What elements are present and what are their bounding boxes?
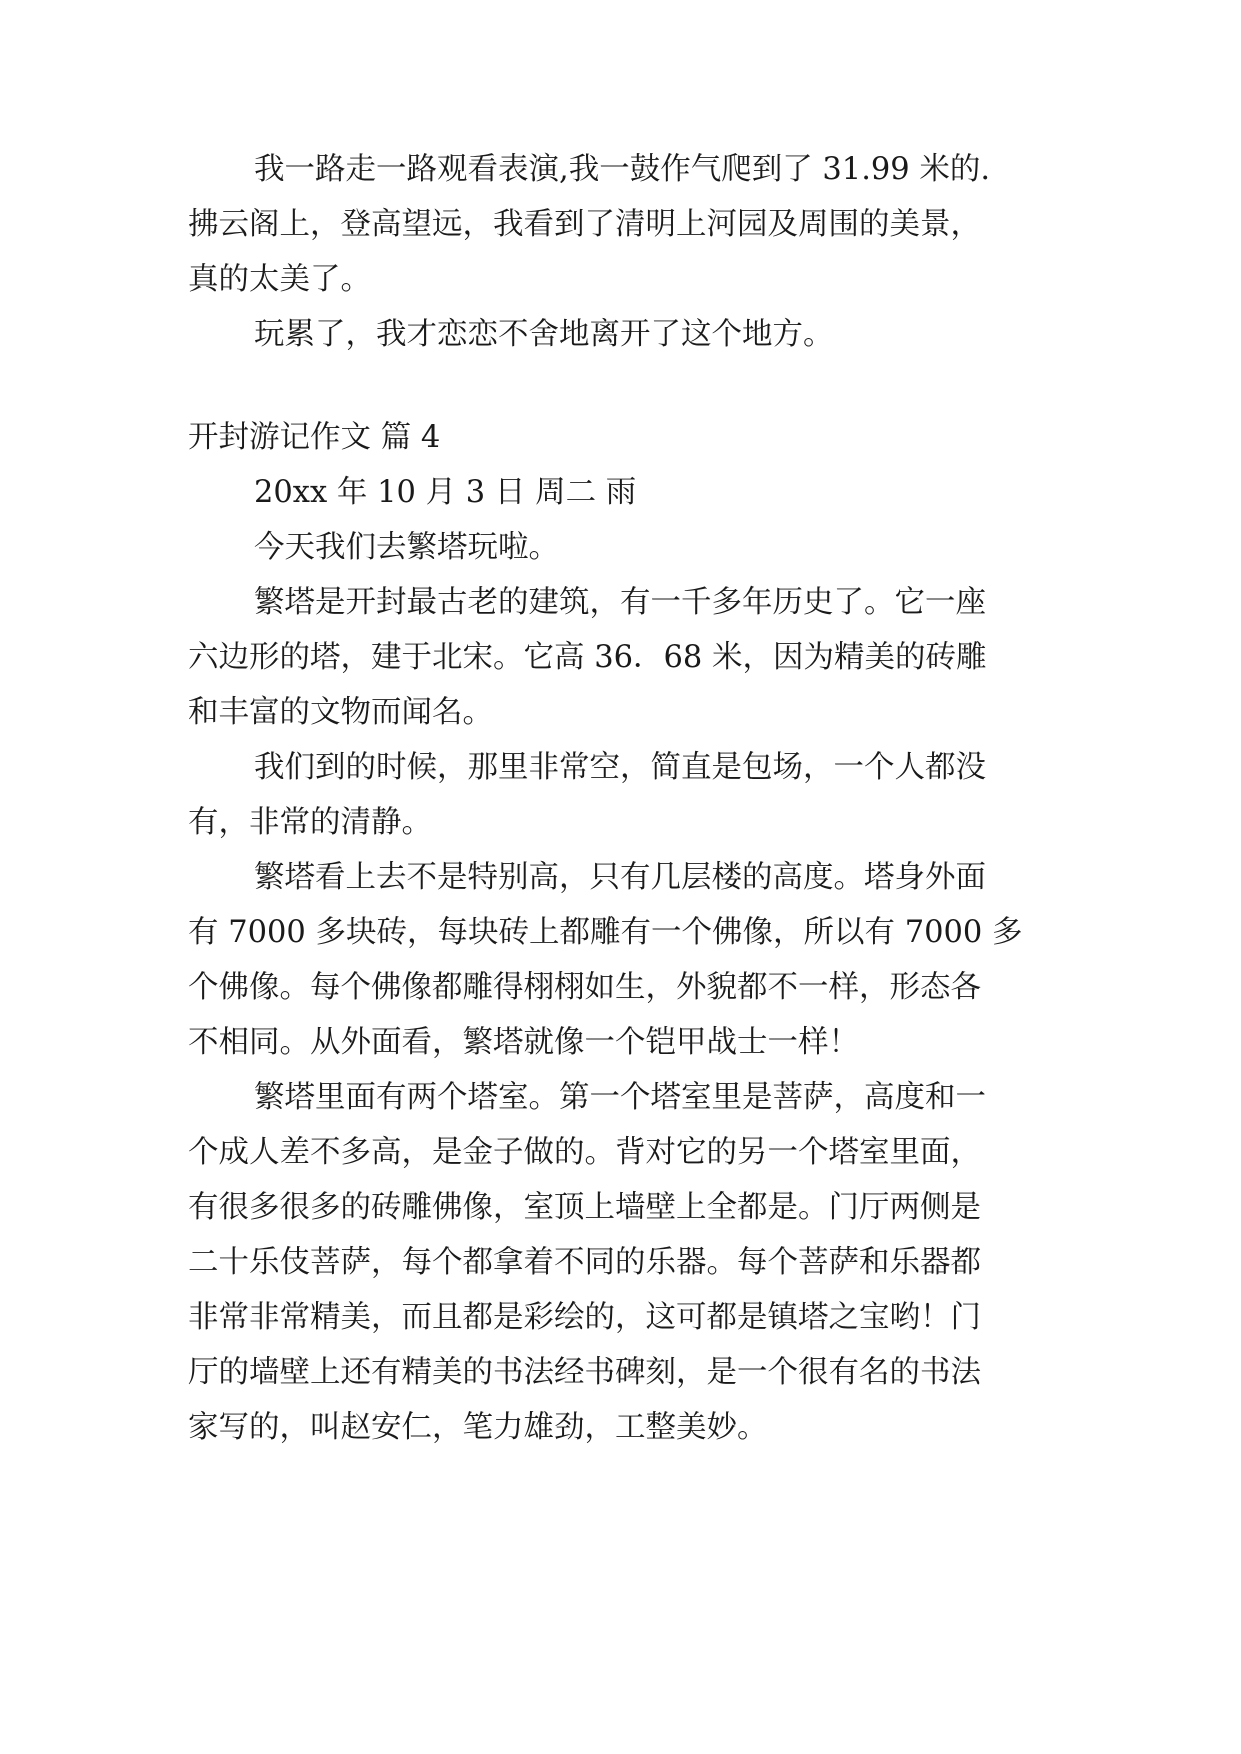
text-line: 繁塔里面有两个塔室。第一个塔室里是菩萨，高度和一 [254,1080,986,1115]
text-line: 个成人差不多高，是金子做的。背对它的另一个塔室里面， [188,1135,981,1170]
text-line: 六边形的塔，建于北宋。它高 36．68 米，因为精美的砖雕 [188,640,987,675]
text-line: 个佛像。每个佛像都雕得栩栩如生，外貌都不一样，形态各 [188,970,981,1005]
text-line: 二十乐伎菩萨，每个都拿着不同的乐器。每个菩萨和乐器都 [188,1245,981,1280]
text-line: 真的太美了。 [188,262,371,297]
text-line: 今天我们去繁塔玩啦。 [254,530,559,565]
text-line: 不相同。从外面看，繁塔就像一个铠甲战士一样！ [188,1025,859,1060]
text-line: 厅的墙壁上还有精美的书法经书碑刻，是一个很有名的书法 [188,1355,981,1390]
text-line: 非常非常精美，而且都是彩绘的，这可都是镇塔之宝哟！门 [188,1300,981,1335]
text-line: 有很多很多的砖雕佛像，室顶上墙壁上全都是。门厅两侧是 [188,1190,981,1225]
text-line: 繁塔看上去不是特别高，只有几层楼的高度。塔身外面 [254,860,986,895]
text-line: 有 7000 多块砖，每块砖上都雕有一个佛像，所以有 7000 多 [188,915,1023,950]
text-line: 玩累了，我才恋恋不舍地离开了这个地方。 [254,317,834,352]
section-heading: 开封游记作文 篇 4 [188,420,441,455]
text-line: 拂云阁上，登高望远，我看到了清明上河园及周围的美景， [188,207,981,242]
text-line: 和丰富的文物而闻名。 [188,695,493,730]
text-line: 我们到的时候，那里非常空，简直是包场，一个人都没 [254,750,986,785]
text-line: 我一路走一路观看表演,我一鼓作气爬到了 31.99 米的. [254,152,991,187]
date-line: 20xx 年 10 月 3 日 周二 雨 [254,475,637,510]
text-line: 有，非常的清静。 [188,805,432,840]
text-line: 繁塔是开封最古老的建筑，有一千多年历史了。它一座 [254,585,986,620]
text-line: 家写的，叫赵安仁，笔力雄劲，工整美妙。 [188,1410,768,1445]
